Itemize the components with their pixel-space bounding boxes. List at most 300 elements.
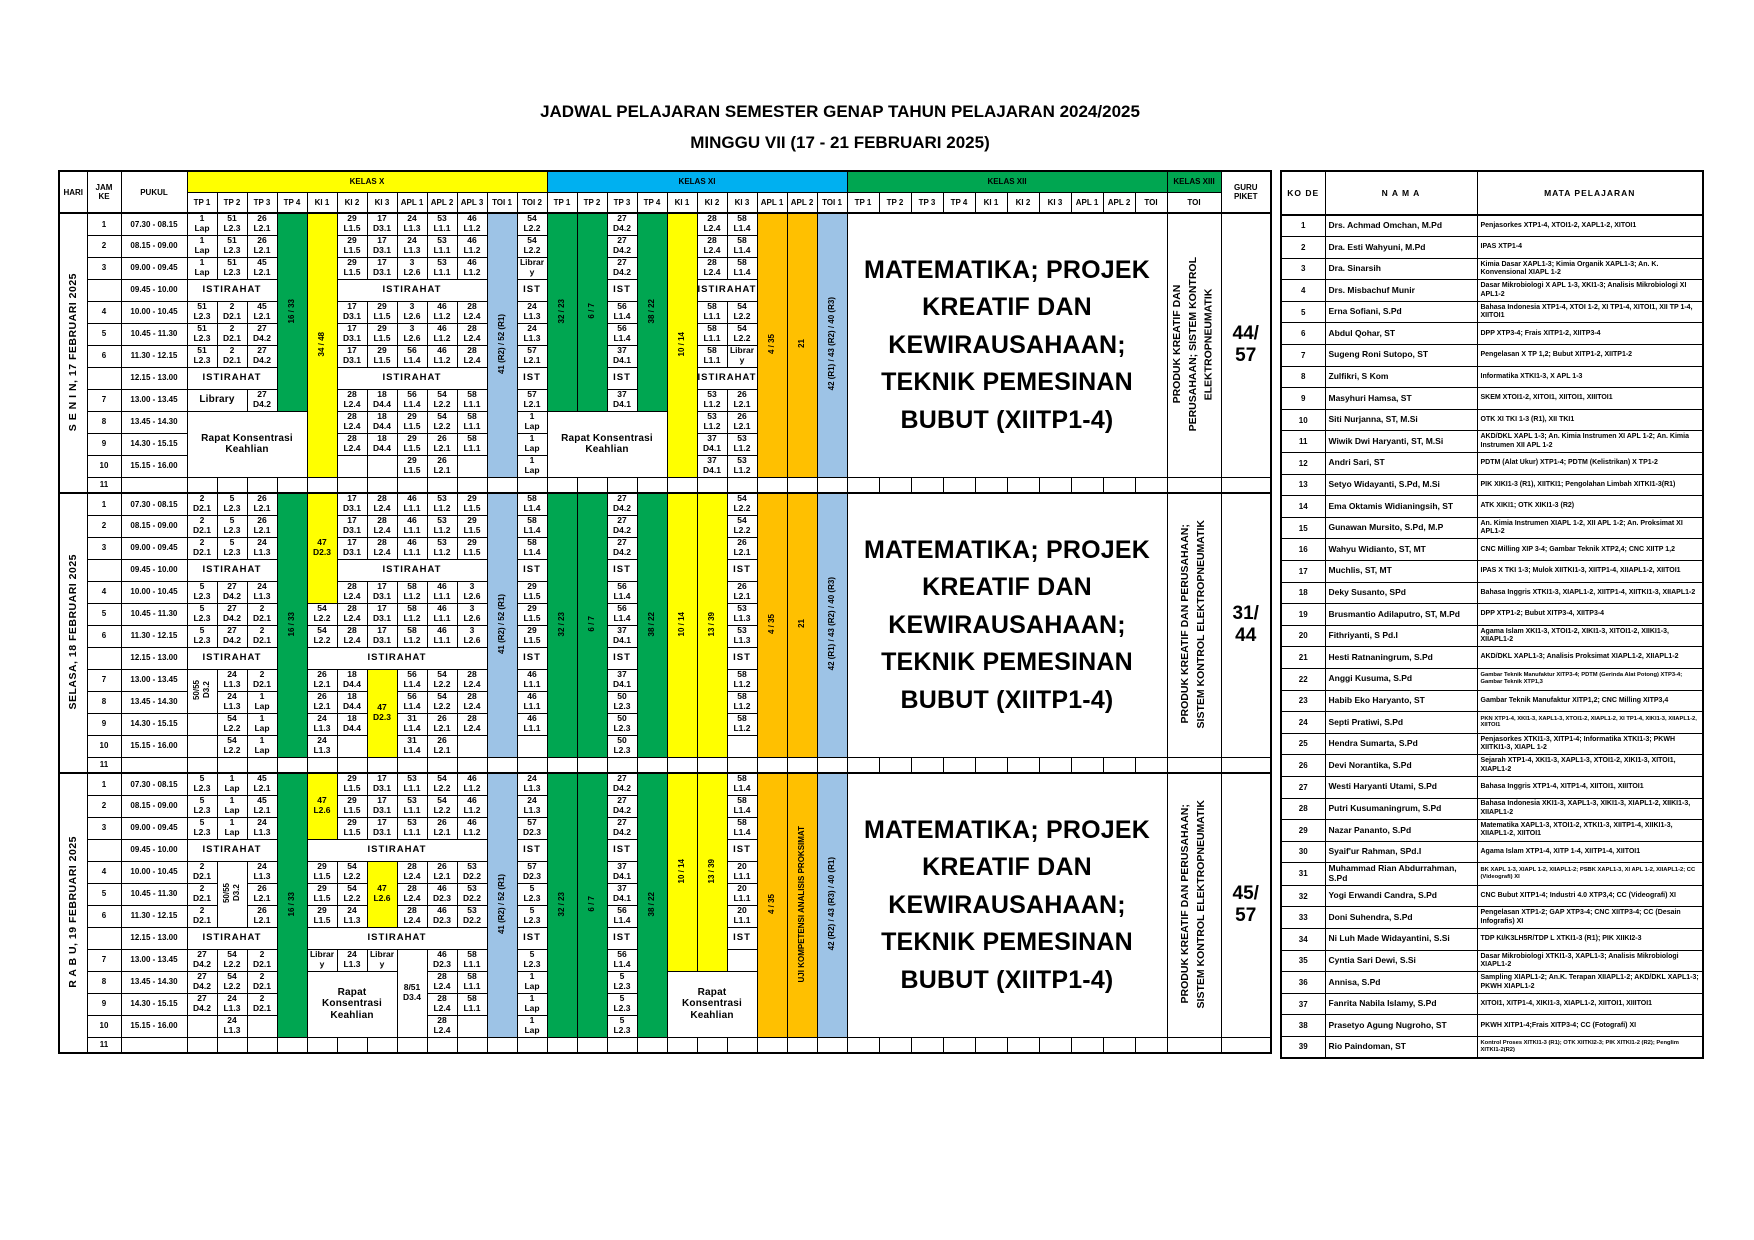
schedule-cell: 51 L2.3 [217, 213, 247, 235]
teacher-row [1281, 561, 1703, 583]
schedule-cell: 24 L1.3 [247, 537, 277, 559]
schedule-cell: 29 L1.5 [307, 883, 337, 905]
schedule-cell: ISTIRAHAT [337, 279, 487, 301]
teacher-code: 12 [1281, 453, 1325, 475]
schedule-cell: 24 L1.3 [217, 1015, 247, 1037]
schedule-cell: 54 L2.2 [427, 795, 457, 817]
schedule-cell: 54 L2.2 [217, 735, 247, 757]
schedule-cell: 57 L2.1 [517, 389, 547, 411]
schedule-cell: 24 L1.3 [247, 861, 277, 883]
schedule-cell: 27 D4.2 [607, 515, 637, 537]
schedule-cell: 42 (R2) / 43 (R3) / 40 (R1) [817, 773, 847, 1037]
schedule-cell: 56 L1.4 [607, 581, 637, 603]
jam-ke-cell: 10 [87, 1015, 121, 1037]
schedule-cell: 53 L1.2 [697, 389, 727, 411]
teacher-name: Fithriyanti, S Pd.I [1325, 625, 1477, 647]
schedule-cell: 27 D4.2 [217, 603, 247, 625]
jam-ke-cell: 10 [87, 735, 121, 757]
teacher-name: Syaif'ur Rahman, SPd.I [1325, 841, 1477, 863]
schedule-cell [577, 757, 607, 773]
schedule-cell: 24 L1.3 [217, 691, 247, 713]
class-column-header: APL 1 [757, 192, 787, 213]
schedule-cell: ISTIRAHAT [187, 839, 277, 861]
schedule-cell: 28 L2.4 [457, 691, 487, 713]
col-header-jam-ke: JAM KE [87, 171, 121, 213]
schedule-cell [517, 477, 547, 493]
schedule-cell: 28 L2.4 [337, 433, 367, 455]
schedule-cell: 27 D4.2 [247, 323, 277, 345]
teacher-code: 13 [1281, 474, 1325, 496]
teacher-row [1281, 1015, 1703, 1037]
time-cell: 13.00 - 13.45 [121, 949, 187, 971]
schedule-cell: 29 L1.5 [337, 235, 367, 257]
schedule-cell: 6 / 7 [577, 213, 607, 411]
schedule-cell: ISTIRAHAT [307, 647, 487, 669]
jam-ke-cell: 2 [87, 795, 121, 817]
schedule-cell: 29 L1.5 [517, 603, 547, 625]
schedule-cell [1007, 1037, 1039, 1053]
teacher-code: 20 [1281, 625, 1325, 647]
time-cell: 11.30 - 12.15 [121, 625, 187, 647]
schedule-cell: 5 L2.3 [607, 1015, 637, 1037]
schedule-cell: 27 D4.2 [607, 795, 637, 817]
schedule-cell: 27 D4.2 [607, 235, 637, 257]
schedule-cell: 42 (R1) / 43 (R2) / 40 (R3) [817, 213, 847, 477]
schedule-cell: 58 L1.2 [727, 713, 757, 735]
class-column-header: TOI 1 [817, 192, 847, 213]
schedule-cell [637, 757, 667, 773]
class-column-header: TP 2 [879, 192, 911, 213]
schedule-cell: 56 L1.4 [397, 669, 427, 691]
schedule-cell: 42 (R1) / 43 (R2) / 40 (R3) [817, 493, 847, 757]
schedule-cell: 44/ 57 [1221, 213, 1271, 477]
schedule-cell: IST [517, 927, 547, 949]
teacher-subjects: SKEM XTOI1-2, XITOI1, XIITOI1, XIIITOI1 [1477, 388, 1703, 410]
jam-ke-cell: 3 [87, 537, 121, 559]
schedule-cell [397, 477, 427, 493]
teacher-subjects: PKWH XITP1-4;Frais XITP3-4; CC (Fotografi) XI [1477, 1015, 1703, 1037]
schedule-cell: 28 L2.4 [367, 537, 397, 559]
schedule-cell: 46 L1.2 [457, 257, 487, 279]
schedule-cell: 54 L2.2 [727, 515, 757, 537]
teacher-name: Masyhuri Hamsa, ST [1325, 388, 1477, 410]
day-label: S E N I N, 17 FEBRUARI 2025 [59, 213, 87, 493]
schedule-cell: 37 D4.1 [607, 625, 637, 647]
schedule-cell: Rapat Konsentrasi Keahlian [187, 411, 307, 477]
teacher-row [1281, 345, 1703, 367]
teacher-subjects: Penjasorkes XTP1-4, XTOI1-2, XAPL1-2, XITOI1 [1477, 215, 1703, 237]
schedule-cell [337, 757, 367, 773]
schedule-cell: 5 L2.3 [187, 603, 217, 625]
class-column-header: TP 4 [943, 192, 975, 213]
schedule-cell [307, 757, 337, 773]
schedule-cell: 18 D4.4 [367, 433, 397, 455]
schedule-cell: 28 L2.4 [337, 625, 367, 647]
schedule-cell: 46 L1.2 [427, 345, 457, 367]
schedule-cell: 32 / 23 [547, 773, 577, 1037]
schedule-cell: 28 L2.4 [337, 603, 367, 625]
schedule-cell: 3 L2.6 [457, 581, 487, 603]
schedule-table [58, 170, 1272, 1054]
schedule-cell: 2 D2.1 [247, 949, 277, 971]
teacher-subjects: Informatika XTKI1-3, X APL 1-3 [1477, 366, 1703, 388]
time-cell: 14.30 - 15.15 [121, 993, 187, 1015]
schedule-cell: 5 L2.3 [187, 795, 217, 817]
schedule-cell: 28 L2.4 [697, 213, 727, 235]
teacher-name: Deky Susanto, SPd [1325, 582, 1477, 604]
schedule-cell [307, 477, 337, 493]
time-cell: 07.30 - 08.15 [121, 493, 187, 515]
time-cell: 12.15 - 13.00 [121, 647, 187, 669]
teacher-name: Drs. Misbachuf Munir [1325, 280, 1477, 302]
schedule-cell: 3 L2.6 [457, 603, 487, 625]
schedule-cell: 58 L1.1 [457, 971, 487, 993]
schedule-cell [943, 1037, 975, 1053]
schedule-cell: ISTIRAHAT [307, 839, 487, 861]
schedule-cell: 58 L1.4 [727, 795, 757, 817]
schedule-cell: 47 L2.6 [367, 861, 397, 927]
jam-ke-cell: 9 [87, 993, 121, 1015]
schedule-cell: 2 D2.1 [217, 345, 247, 367]
schedule-cell: 21 [787, 493, 817, 757]
time-cell: 08.15 - 09.00 [121, 235, 187, 257]
schedule-cell: 37 D4.1 [607, 883, 637, 905]
schedule-cell: 28 L2.4 [457, 323, 487, 345]
schedule-cell [943, 477, 975, 493]
class-column-header: KI 1 [307, 192, 337, 213]
schedule-cell [337, 735, 367, 757]
time-cell: 10.00 - 10.45 [121, 861, 187, 883]
schedule-cell: 58 L1.4 [727, 257, 757, 279]
teacher-name: Yogi Erwandi Candra, S.Pd [1325, 885, 1477, 907]
teacher-name: Habib Eko Haryanto, ST [1325, 690, 1477, 712]
schedule-cell: 46 L1.1 [427, 603, 457, 625]
schedule-cell: 3 L2.6 [397, 301, 427, 323]
schedule-cell: 26 L2.1 [727, 389, 757, 411]
teacher-code: 32 [1281, 885, 1325, 907]
jam-ke-cell: 5 [87, 883, 121, 905]
class-column-header: APL 2 [1103, 192, 1135, 213]
class-column-header: TP 1 [547, 192, 577, 213]
jam-ke-cell [87, 647, 121, 669]
schedule-cell [1007, 477, 1039, 493]
schedule-cell [787, 757, 817, 773]
schedule-cell [607, 1037, 637, 1053]
time-cell: 10.45 - 11.30 [121, 603, 187, 625]
schedule-cell [847, 1037, 879, 1053]
schedule-cell: 24 L1.3 [517, 795, 547, 817]
class-group-header: KELAS X [187, 171, 547, 192]
schedule-cell: 27 D4.2 [607, 773, 637, 795]
jam-ke-cell: 10 [87, 455, 121, 477]
teacher-row [1281, 755, 1703, 777]
schedule-cell: MATEMATIKA; PROJEK KREATIF DAN KEWIRAUSAHAAN; TEKNIK PEMESINAN BUBUT (XIITP1-4) [847, 213, 1167, 477]
teacher-code: 33 [1281, 907, 1325, 929]
teacher-code: 29 [1281, 820, 1325, 842]
schedule-cell: IST [727, 559, 757, 581]
schedule-cell: Librar y [367, 949, 397, 971]
time-cell: 15.15 - 16.00 [121, 735, 187, 757]
schedule-cell: 58 L1.1 [697, 323, 727, 345]
schedule-cell: 17 D3.1 [337, 345, 367, 367]
time-cell: 14.30 - 15.15 [121, 713, 187, 735]
schedule-cell: Librar y [517, 257, 547, 279]
schedule-cell: 45 L2.1 [247, 773, 277, 795]
schedule-cell: ISTIRAHAT [697, 279, 757, 301]
teacher-subjects: Pengelasan X TP 1,2; Bubut XITP1-2, XIITP1-2 [1477, 345, 1703, 367]
schedule-cell: IST [607, 279, 637, 301]
teacher-code: 2 [1281, 237, 1325, 259]
schedule-cell: 16 / 33 [277, 773, 307, 1037]
jam-ke-cell [87, 839, 121, 861]
schedule-cell: 58 L1.4 [517, 537, 547, 559]
schedule-cell [697, 1037, 727, 1053]
schedule-cell: 2 D2.1 [187, 861, 217, 883]
schedule-cell: 27 D4.2 [247, 389, 277, 411]
schedule-cell: 27 D4.2 [187, 971, 217, 993]
teacher-name: Ni Luh Made Widayantini, S.Si [1325, 929, 1477, 951]
schedule-cell: 28 L2.4 [367, 515, 397, 537]
schedule-cell [187, 1037, 217, 1053]
schedule-cell [337, 1037, 367, 1053]
schedule-cell: 29 L1.5 [337, 817, 367, 839]
schedule-cell: 57 D2.3 [517, 861, 547, 883]
schedule-cell: 37 D4.1 [697, 433, 727, 455]
time-cell: 14.30 - 15.15 [121, 433, 187, 455]
schedule-cell [277, 757, 307, 773]
schedule-cell: 53 L1.1 [427, 257, 457, 279]
teacher-subjects: Sampling XIAPL1-2; An.K. Terapan XIIAPL1-2; AKD/DKL XAPL1-3; PKWH XIAPL1-2 [1477, 972, 1703, 994]
schedule-cell: 54 L2.2 [727, 493, 757, 515]
schedule-cell: IST [517, 839, 547, 861]
schedule-cell: 58 L1.2 [727, 669, 757, 691]
jam-ke-cell: 1 [87, 773, 121, 795]
time-cell: 10.00 - 10.45 [121, 301, 187, 323]
schedule-cell: 28 L2.4 [337, 411, 367, 433]
teacher-row [1281, 1037, 1703, 1059]
schedule-cell: 24 L1.3 [307, 735, 337, 757]
schedule-cell: 29 L1.5 [367, 345, 397, 367]
schedule-cell: 1 Lap [517, 433, 547, 455]
time-cell: 09.00 - 09.45 [121, 257, 187, 279]
schedule-cell: 3 L2.6 [397, 257, 427, 279]
schedule-cell [727, 757, 757, 773]
schedule-cell: 27 D4.2 [607, 817, 637, 839]
schedule-cell [487, 757, 517, 773]
schedule-cell: 54 L2.2 [337, 883, 367, 905]
teacher-subjects: Gambar Teknik Manufaktur XITP1,2; CNC Milling XITP3,4 [1477, 690, 1703, 712]
schedule-cell: 50/55 D3.2 [187, 669, 217, 713]
time-cell: 13.00 - 13.45 [121, 389, 187, 411]
schedule-cell: 56 L1.4 [397, 691, 427, 713]
schedule-cell: 18 D4.4 [367, 411, 397, 433]
class-column-header: TP 3 [911, 192, 943, 213]
schedule-cell: 1 Lap [187, 235, 217, 257]
schedule-cell [367, 1037, 397, 1053]
schedule-cell: 54 L2.2 [517, 213, 547, 235]
schedule-cell: 2 D2.1 [247, 625, 277, 647]
class-column-header: APL 1 [1071, 192, 1103, 213]
schedule-cell: 53 L1.1 [397, 773, 427, 795]
teacher-row [1281, 841, 1703, 863]
teacher-subjects: Pengelasan XTP1-2; GAP XTP3-4; CNC XIITP3-4; CC (Desain Infografis) XI [1477, 907, 1703, 929]
schedule-cell: 56 L1.4 [397, 345, 427, 367]
schedule-cell [1221, 1037, 1271, 1053]
schedule-cell: 58 L1.4 [727, 817, 757, 839]
time-cell: 09.45 - 10.00 [121, 839, 187, 861]
schedule-cell: 1 Lap [217, 773, 247, 795]
teacher-row [1281, 885, 1703, 907]
schedule-cell: 24 L1.3 [517, 301, 547, 323]
schedule-cell: 28 L2.4 [457, 301, 487, 323]
schedule-cell: 5 L2.3 [187, 773, 217, 795]
teacher-name: Hesti Ratnaningrum, S.Pd [1325, 647, 1477, 669]
schedule-cell: IST [607, 559, 637, 581]
schedule-cell: 28 L2.4 [427, 1015, 457, 1037]
schedule-cell: 53 L1.3 [727, 625, 757, 647]
teacher-name: Wahyu Widianto, ST, MT [1325, 539, 1477, 561]
schedule-cell: 58 L1.1 [697, 301, 727, 323]
schedule-cell: 17 D3.1 [337, 493, 367, 515]
schedule-cell: 50 L2.3 [607, 691, 637, 713]
schedule-cell [727, 477, 757, 493]
teacher-name: Muhammad Rian Abdurrahman, S.Pd [1325, 863, 1477, 886]
schedule-cell: 5 L2.3 [607, 971, 637, 993]
schedule-cell [1039, 757, 1071, 773]
teacher-name: Dra. Sinarsih [1325, 258, 1477, 280]
schedule-cell: 29 L1.5 [337, 213, 367, 235]
schedule-cell: 18 D4.4 [337, 713, 367, 735]
teacher-name: Abdul Qohar, ST [1325, 323, 1477, 345]
teacher-code: 30 [1281, 841, 1325, 863]
class-column-header: KI 3 [1039, 192, 1071, 213]
schedule-cell: 20 L1.1 [727, 883, 757, 905]
class-column-header: KI 1 [667, 192, 697, 213]
schedule-cell [757, 757, 787, 773]
schedule-cell: 28 L2.4 [697, 257, 727, 279]
teacher-row [1281, 237, 1703, 259]
schedule-cell [487, 1037, 517, 1053]
jam-ke-cell: 4 [87, 581, 121, 603]
schedule-cell: 1 Lap [517, 1015, 547, 1037]
time-cell: 08.15 - 09.00 [121, 515, 187, 537]
schedule-cell [247, 1037, 277, 1053]
schedule-cell: 5 L2.3 [217, 493, 247, 515]
teacher-name: Setyo Widayanti, S.Pd, M.Si [1325, 474, 1477, 496]
teacher-subjects: XITOI1, XITP1-4, XIKI1-3, XIAPL1-2, XIITOI1, XIIITOI1 [1477, 993, 1703, 1015]
schedule-cell: 47 D2.3 [307, 493, 337, 603]
teacher-code: 15 [1281, 517, 1325, 539]
schedule-cell: 46 L1.1 [427, 581, 457, 603]
schedule-cell: 28 L2.4 [427, 971, 457, 993]
teacher-subjects: CNC Bubut XITP1-4; Industri 4.0 XTP3,4; CC (Videografi) XI [1477, 885, 1703, 907]
schedule-cell: 37 D4.1 [607, 861, 637, 883]
schedule-cell: 31 L1.4 [397, 713, 427, 735]
schedule-cell [427, 757, 457, 773]
teacher-subjects: PDTM (Alat Ukur) XTP1-4; PDTM (Kelistrikan) X TP1-2 [1477, 453, 1703, 475]
teacher-code: 39 [1281, 1037, 1325, 1059]
schedule-cell [879, 1037, 911, 1053]
schedule-cell: 56 L1.4 [607, 905, 637, 927]
schedule-cell: 46 L1.1 [517, 691, 547, 713]
schedule-cell: ISTIRAHAT [187, 367, 277, 389]
teacher-subjects: AKD/DKL XAPL1-3; Analisis Proksimat XIAPL1-2, XIIAPL1-2 [1477, 647, 1703, 669]
teacher-code: 5 [1281, 301, 1325, 323]
teacher-code: 31 [1281, 863, 1325, 886]
teacher-row [1281, 409, 1703, 431]
schedule-cell [1071, 1037, 1103, 1053]
schedule-cell [1071, 757, 1103, 773]
jam-ke-cell: 7 [87, 669, 121, 691]
teacher-subjects: CNC Milling XIP 3-4; Gambar Teknik XTP2,4; CNC XIITP 1,2 [1477, 539, 1703, 561]
time-cell: 13.45 - 14.30 [121, 971, 187, 993]
schedule-cell: 58 L1.1 [457, 993, 487, 1015]
teacher-subjects: DPP XTP3-4; Frais XITP1-2, XIITP3-4 [1477, 323, 1703, 345]
schedule-cell: 58 L1.2 [397, 581, 427, 603]
schedule-cell: 17 D3.1 [367, 603, 397, 625]
schedule-cell: 2 D2.1 [187, 493, 217, 515]
schedule-cell [427, 477, 457, 493]
schedule-cell: 51 L2.3 [187, 301, 217, 323]
schedule-cell: 27 D4.2 [607, 257, 637, 279]
schedule-cell [847, 757, 879, 773]
teacher-name: Devi Norantika, S.Pd [1325, 755, 1477, 777]
teacher-code: 38 [1281, 1015, 1325, 1037]
schedule-cell: 17 D3.1 [337, 515, 367, 537]
schedule-cell: ISTIRAHAT [337, 559, 487, 581]
schedule-cell: 50 L2.3 [607, 735, 637, 757]
schedule-cell: 1 Lap [247, 713, 277, 735]
teacher-subjects: Bahasa Inggris XTP1-4, XITP1-4, XIITOI1, XIIITOI1 [1477, 776, 1703, 798]
schedule-cell: 54 L2.2 [217, 949, 247, 971]
schedule-cell [817, 477, 847, 493]
jam-ke-cell: 8 [87, 971, 121, 993]
class-column-header: TP 2 [577, 192, 607, 213]
schedule-cell: 46 L1.2 [427, 301, 457, 323]
schedule-cell [367, 455, 397, 477]
schedule-cell: 31/ 44 [1221, 493, 1271, 757]
schedule-cell: 50/55 D3.2 [217, 861, 247, 927]
schedule-cell: 16 / 33 [277, 213, 307, 411]
jam-ke-cell: 2 [87, 515, 121, 537]
schedule-cell [911, 477, 943, 493]
day-label: R A B U, 19 FEBRUARI 2025 [59, 773, 87, 1053]
time-cell: 13.45 - 14.30 [121, 411, 187, 433]
teacher-row [1281, 431, 1703, 453]
teacher-row [1281, 907, 1703, 929]
teacher-code: 17 [1281, 561, 1325, 583]
schedule-cell [1103, 477, 1135, 493]
schedule-cell: 46 L1.2 [457, 773, 487, 795]
schedule-cell: 17 D3.1 [367, 235, 397, 257]
schedule-cell: 3 L2.6 [397, 323, 427, 345]
teacher-subjects: An. Kimia Instrumen XIAPL 1-2, XII APL 1-2; An. Proksimat XI APL1-2 [1477, 517, 1703, 539]
jam-ke-cell: 7 [87, 389, 121, 411]
schedule-cell: 56 L1.4 [607, 301, 637, 323]
schedule-cell: MATEMATIKA; PROJEK KREATIF DAN KEWIRAUSAHAAN; TEKNIK PEMESINAN BUBUT (XIITP1-4) [847, 493, 1167, 757]
teacher-code: 10 [1281, 409, 1325, 431]
schedule-cell: 38 / 22 [637, 213, 667, 411]
schedule-cell [187, 477, 217, 493]
schedule-cell: 53 D2.2 [457, 861, 487, 883]
jam-ke-cell: 11 [87, 757, 121, 773]
teacher-name: Brusmantio Adilaputro, ST, M.Pd [1325, 604, 1477, 626]
schedule-cell: 24 L1.3 [217, 993, 247, 1015]
teacher-code: 3 [1281, 258, 1325, 280]
teacher-row [1281, 993, 1703, 1015]
schedule-cell: 1 Lap [217, 795, 247, 817]
time-cell [121, 757, 187, 773]
